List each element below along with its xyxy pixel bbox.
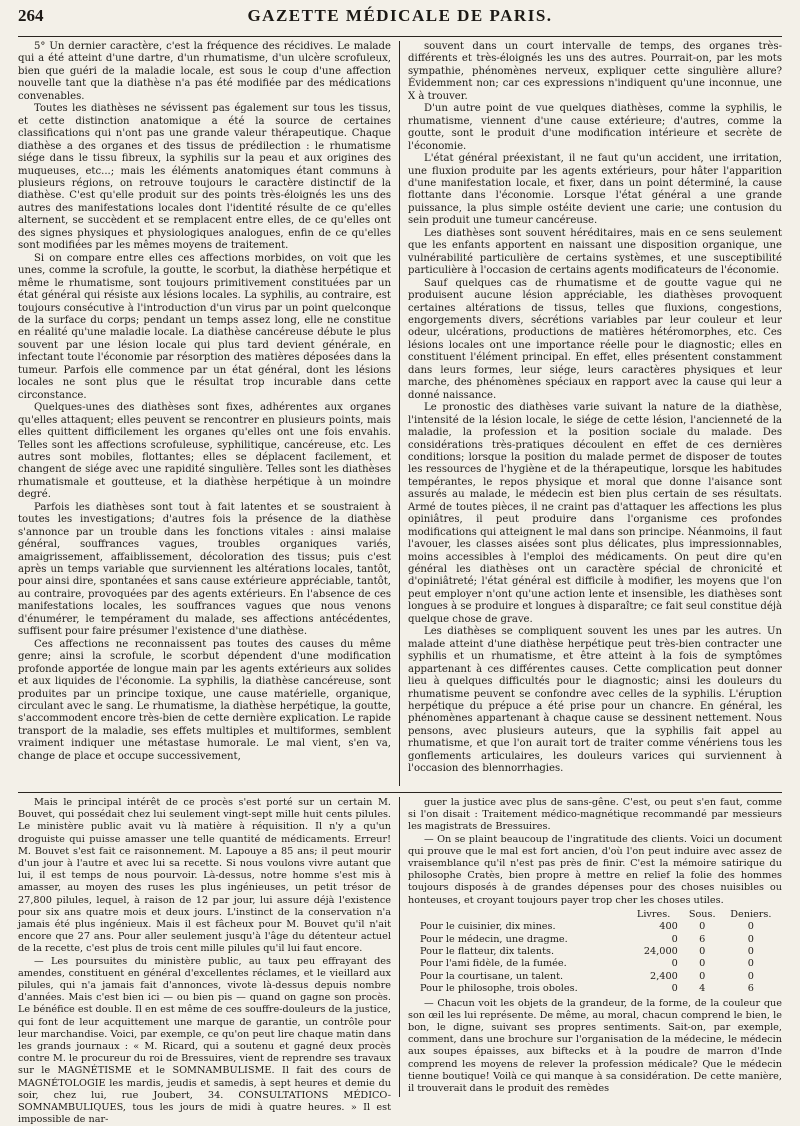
- article-paragraph: Quelques-unes des diathèses sont fixes, adhérentes aux organes qu'elles attaquent; elles peuvent se rencontrer en plusieurs points, mais elles quittent difficilement les organes qu'elles ont une fois envahis. Telles sont les affections scrofuleuse, syphilitique, cancéreuse, etc. Les autres sont mobiles, flottantes; elles se déplacent facilement, et changent de siége avec une rapidité singulière. Telles sont les diathèses rhumatismale et goutteuse, et la diathèse herpétique à un moindre degré.: [18, 402, 391, 501]
- table-cell-deniers: 0: [747, 946, 754, 958]
- table-cell-sous: 0: [699, 921, 706, 933]
- feuilleton-paragraph: guer la justice avec plus de sans-gêne. C'est, ou peut s'en faut, comme si l'on disait : Traitement médico-magnétique recommandé par messieurs les magistrats de Bressuires.: [408, 797, 782, 833]
- table-cell-livres: 400: [659, 921, 678, 933]
- feuilleton-paragraph: — Les poursuites du ministère public, au taux peu effrayant des amendes, constituent en général d'excellentes réclames, et le vieillard aux pilules, qui n'a jamais fait d'annonces, vivote là-dessus depuis nombre d'années. Mais c'est bien ici — ou bien pis — quand on gagne son procès. Le bénéfice est double. Il en est même de ces souffre-douleurs de la justice, qui font de leur acquittement une marque de garantie, un contrôle pour leur marchandise. Voici, par exemple, ce qu'on peut lire chaque matin dans les grands journaux : « M. Ricard, qui a soutenu et gagné deux procès contre M. le procureur du roi de Bressuires, vient de reprendre ses travaux sur le MAGNÉTISME et le SOMNAMBULISME. Il fait des cours de MAGNÉTOLOGIE les mardis, jeudis et samedis, à sept heures et demie du soir, chez lui, rue Joubert, 34. CONSULTATIONS MÉDICO-SOMNAMBULIQUES, tous les jours de midi à quatre heures. » Il est impossible de nar-: [18, 955, 391, 1126]
- table-row: [418, 971, 777, 983]
- article-paragraph: Parfois les diathèses sont tout à fait latentes et se soustraient à toutes les investigations; d'autres fois la présence de la diathèse s'annonce par un trouble dans les fonctions vitales : ainsi malaise général, souffrances vagues, troubles organiques variés, amaigrissement, affaiblissement, décoloration des tissus; puis c'est après un temps variable que surviennent les altérations locales, tantôt, pour ainsi dire, spontanées et sans cause extérieure appréciable, tantôt, au contraire, provoquées par des agents extérieurs. En l'absence de ces manifestations locales, les souffrances vagues que nous venons d'énumérer, le tempérament du malade, ses affections antécédentes, suffisent pour faire présumer l'existence d'une diathèse.: [18, 501, 391, 638]
- article-paragraph: L'état général préexistant, il ne faut qu'un accident, une irritation, une fluxion produite par les agents extérieurs, pour hâter l'apparition d'une manifestation locale, et fixer, dans un point déterminé, la cause flottante dans l'économie. Lorsque l'état général a une grande puissance, la plus simple ostéite devient une carie; une contusion du sein produit une tumeur cancéreuse.: [408, 153, 782, 227]
- feuilleton-paragraph: — Chacun voit les objets de la grandeur, de la forme, de la couleur que son œil les lui représente. De même, au moral, chacun comprend le bien, le bon, le digne, suivant ses propres sentiments. Sait-on, par exemple, comment, dans une brochure sur l'organisation de la médecine, le médecin aux soupes épaisses, aux biftecks et à la poudre de marron d'Inde comprend les moyens de relever la profession médicale? Que le médecin tienne boutique! Voilà ce qui manque à sa considération. De cette manière, il trouverait dans le produit des remèdes: [408, 997, 782, 1095]
- table-cell-deniers: 6: [747, 983, 754, 995]
- feuilleton-paragraph: Mais le principal intérêt de ce procès s'est porté sur un certain M. Bouvet, qui possédait chez lui seulement vingt-sept mille huit cents pilules. Le ministère public avait vu là matière à réquisition. Il n'y a qu'un droguiste qui puisse amasser une telle quantité de médicaments. Erreur! M. Bouvet s'est fait ce raisonnement. M. Lapouye a 85 ans; il peut mourir d'un jour à l'autre et avec lui sa recette. Si nous voulons vivre autant que lui, il est temps de nous pourvoir. Là-dessus, notre homme s'est mis à amasser, au moyen des ruses les plus ingénieuses, un petit trésor de 27,800 pilules, lequel, à raison de 12 par jour, lui assure déjà l'existence pour six ans quatre mois et deux jours. L'instinct de la conservation n'a jamais été plus ingénieux. Mais il est fâcheux pour M. Bouvet qu'il n'ait encore que 27 ans. Pour aller seulement jusqu'à l'âge du détenteur actuel de la recette, c'est plus de trois cent mille pilules qu'il lui faut encore.: [18, 797, 391, 955]
- article-body: [18, 41, 782, 786]
- table-cell-livres: 2,400: [650, 970, 678, 982]
- table-header-cell: [418, 909, 627, 921]
- table-header-cell: Livres.: [636, 908, 671, 920]
- article-paragraph: Les diathèses se compliquent souvent les unes par les autres. Un malade atteint d'une diathèse herpétique peut très-bien contracter une syphilis et un rhumatisme, et être atteint à la fois de symptômes appartenant à ces différentes causes. Cette complication peut donner lieu à quelques difficultés pour le diagnostic; ainsi les douleurs du rhumatisme peuvent se confondre avec celles de la syphilis. L'éruption herpétique du prépuce a été prise pour un chancre. En général, les phénomènes appartenant à chaque cause se dessinent nettement. Nous pensons, avec plusieurs auteurs, que la syphilis fait appel au rhumatisme, et que l'on aurait tort de traiter comme vénériens tous les gonflements articulaires, les douleurs varices qui surviennent à l'occasion des blennorrhagies.: [408, 626, 782, 775]
- table-cell-label: Pour l'ami fidèle, de la fumée.: [420, 958, 567, 970]
- table-row: [418, 983, 777, 995]
- article-paragraph: Sauf quelques cas de rhumatisme et de goutte vague qui ne produisent aucune lésion appréciable, les diathèses provoquent certaines altérations de tissus, telles que fluxions, congestions, engorgements divers, sécrétions variables par leur couleur et leur odeur, ulcérations, productions de matières hétéromorphes, etc. Ces lésions locales ont une importance réelle pour le diagnostic; elles en constituent l'élément principal. En effet, elles présentent constamment dans leurs formes, leur siége, leurs caractères physiques et leur marche, des phénomènes spéciaux en rapport avec la cause qui leur a donné naissance.: [408, 277, 782, 401]
- table-cell-livres: 0: [671, 933, 678, 945]
- table-header-cell: Deniers.: [730, 908, 772, 920]
- table-cell-livres: 0: [671, 983, 678, 995]
- article-paragraph: D'un autre point de vue quelques diathèses, comme la syphilis, le rhumatisme, viennent d'une cause extérieure; d'autres, comme la goutte, sont le produit d'une modification intérieure et secrète de l'économie.: [408, 103, 782, 152]
- table-cell-label: Pour le philosophe, trois oboles.: [420, 983, 578, 995]
- article-paragraph: Les diathèses sont souvent héréditaires, mais en ce sens seulement que les enfants apportent en naissant une disposition organique, une vulnérabilité particulière de certains systèmes, et une susceptibilité particulière à l'occasion de certains agents modificateurs de l'économie.: [408, 227, 782, 277]
- table-header-cell: Sous.: [688, 908, 716, 920]
- table-cell-label: Pour le cuisinier, dix mines.: [420, 921, 556, 933]
- page-header: [18, 6, 782, 37]
- table-cell-deniers: 0: [747, 958, 754, 970]
- article-column-right: [400, 41, 782, 786]
- table-header-row: [418, 909, 777, 921]
- article-paragraph: Toutes les diathèses ne sévissent pas également sur tous les tissus, et cette distinction anatomique a été la source de certaines classifications qui n'ont pas une grande valeur thérapeutique. Chaque diathèse a des organes et des tissus de prédilection : le rhumatisme siége dans le tissu fibreux, la syphilis sur la peau et aux origines des muqueuses, etc...; mais les éléments anatomiques étant communs à plusieurs régions, on retrouve toujours le caractère distinctif de la diathèse. C'est qu'elle produit sur des points très-éloignés les uns des autres des manifestations locales dont l'identité résulte de ce qu'elles alternent, se succèdent et se remplacent entre elles, de ce qu'elles ont des signes physiques et physiologiques analogues, enfin de ce qu'elles sont modifiées par les mêmes moyens de traitement.: [18, 103, 391, 252]
- table-row: [418, 958, 777, 970]
- article-paragraph: 5° Un dernier caractère, c'est la fréquence des récidives. Le malade qui a été atteint d'une dartre, d'un rhumatisme, d'un ulcère scrofuleux, bien que guéri de la maladie locale, est sous le coup d'une affection nouvelle tant que la diathèse n'a pas été modifiée par des médications convenables.: [18, 41, 391, 102]
- feuilleton: [18, 797, 782, 1126]
- table-cell-label: Pour la courtisane, un talent.: [420, 970, 564, 982]
- feuilleton-paragraph: — On se plaint beaucoup de l'ingratitude des clients. Voici un document qui prouve que le mal est fort ancien, d'où l'on peut induire avec assez de vraisemblance qu'il n'est pas près de finir. C'est la mémoire satirique du philosophe Cratès, bien propre à mettre en relief la folie des hommes toujours disposés à de grandes dépenses pour des choses nuisibles ou honteuses, et croyant toujours payer trop cher les choses utiles.: [408, 833, 782, 906]
- journal-title: GAZETTE MÉDICALE DE PARIS.: [247, 6, 553, 25]
- page-number: 264: [18, 6, 44, 25]
- table-cell-label: Pour le flatteur, dix talents.: [420, 946, 555, 958]
- table-row: [418, 921, 777, 933]
- table-cell-label: Pour le médecin, une dragme.: [420, 933, 568, 945]
- table-cell-sous: 4: [699, 983, 706, 995]
- table-cell-livres: 24,000: [643, 946, 678, 958]
- article-column-left: [18, 41, 400, 786]
- article-paragraph: Si on compare entre elles ces affections morbides, on voit que les unes, comme la scrofule, la goutte, le scorbut, la diathèse herpétique et même le rhumatisme, sont toujours primitivement constituées par un état général qui résiste aux lésions locales. La syphilis, au contraire, est toujours consécutive à l'introduction d'un virus par un point quelconque de la surface du corps; pendant un temps assez long, elle ne constitue en réalité qu'une maladie locale. La diathèse cancéreuse débute le plus souvent par une lésion locale qui plus tard devient générale, en infectant toute l'économie par résorption des matières déposées dans la tumeur. Parfois elle commence par un état général, dont les lésions locales ne sont plus que le résultat trop incurable dans cette circonstance.: [18, 252, 391, 401]
- feuilleton-column-left: [18, 797, 400, 1126]
- table-row: [418, 934, 777, 946]
- table-cell-livres: 0: [671, 958, 678, 970]
- table-row: [418, 946, 777, 958]
- table-cell-deniers: 0: [747, 933, 754, 945]
- article-paragraph: souvent dans un court intervalle de temps, des organes très-différents et très-éloignés les uns des autres. Pourrait-on, par les mots sympathie, phénomènes nerveux, expliquer cette singulière allure? Évidemment non; car ces expressions n'indiquent qu'une inconnue, une X à trouver.: [408, 41, 782, 102]
- table-cell-sous: 0: [699, 970, 706, 982]
- feuilleton-divider: [18, 792, 782, 793]
- table-cell-sous: 0: [699, 958, 706, 970]
- table-cell-sous: 6: [699, 933, 706, 945]
- table-cell-deniers: 0: [747, 970, 754, 982]
- feuilleton-column-right: [400, 797, 782, 1097]
- article-paragraph: Le pronostic des diathèses varie suivant la nature de la diathèse, l'intensité de la lésion locale, le siége de cette lésion, l'ancienneté de la maladie, la profession et la position sociale du malade. Des considérations très-pratiques découlent en effet de ces dernières conditions; lorsque la position du malade permet de disposer de toutes les ressources de l'hygiène et de la thérapeutique, lorsque les habitudes tempérantes, le repos physique et moral que donne l'aisance sont assurés au malade, le médecin est bien plus certain de ses résultats. Armé de toutes pièces, il ne craint pas d'attaquer les affections les plus opiniâtres, il peut produire dans l'organisme ces profondes modifications qui atteignent le mal dans son principe. Néanmoins, il faut l'avouer, les classes aisées sont plus délicates, plus impressionnables, moins accessibles à l'emploi des médicaments. On peut dire qu'en général les diathèses ont un caractère spécial de chronicité et d'opiniâtreté; l'état général est difficile à modifier, les moyens que l'on peut employer n'ont qu'une action lente et insensible, les diathèses sont longues à se produire et longues à disparaître; ce fait seul constitue déjà quelque chose de grave.: [408, 402, 782, 625]
- article-paragraph: Ces affections ne reconnaissent pas toutes des causes du même genre; ainsi la scrofule, le scorbut dépendent d'une modification profonde apportée de longue main par les agents extérieurs aux solides et aux liquides de l'économie. La syphilis, la diathèse cancéreuse, sont produites par un principe toxique, une cause matérielle, organique, circulant avec le sang. Le rhumatisme, la diathèse herpétique, la goutte, s'accommodent encore très-bien de cette dernière explication. Le rapide transport de la maladie, ses effets multiples et multiformes, semblent vraiment indiquer une métastase humorale. Le mal vient, s'en va, change de place et occupe successivement,: [18, 638, 391, 762]
- table-cell-deniers: 0: [747, 921, 754, 933]
- crates-price-table: [418, 909, 777, 996]
- table-cell-sous: 0: [699, 946, 706, 958]
